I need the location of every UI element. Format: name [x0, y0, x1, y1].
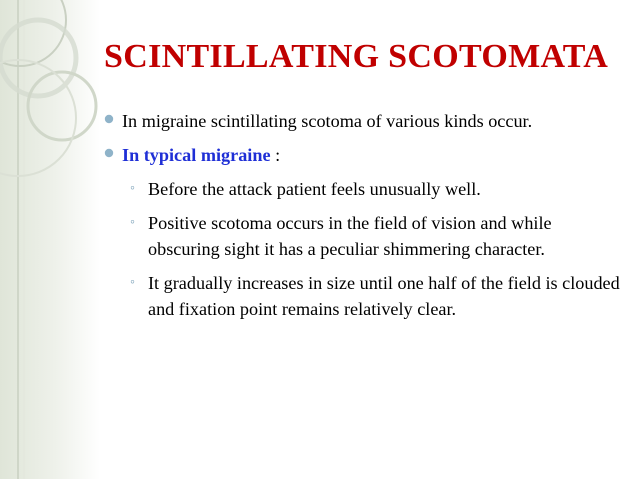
bullet-text: In migraine scintillating scotoma of various kinds occur. [122, 111, 533, 131]
slide-content [104, 108, 624, 330]
bullet-highlight-text: In typical migraine [122, 145, 271, 165]
sub-bullet-icon: ◦ [130, 275, 135, 290]
bullet-suffix-text: : [270, 145, 281, 165]
bullet-item [104, 108, 624, 134]
decorative-circle [28, 72, 96, 140]
sub-bullet-item [104, 210, 624, 262]
decorative-circles [0, 0, 110, 479]
sub-bullet-icon: ◦ [130, 215, 135, 230]
sub-bullet-text: Positive scotoma occurs in the field of vision and while obscuring sight it has a peculiar shimmering character. [148, 213, 552, 259]
sub-bullet-item [104, 176, 624, 202]
sub-bullet-item [104, 270, 624, 322]
sub-bullet-icon: ◦ [130, 181, 135, 196]
bullet-icon [104, 148, 114, 158]
decorative-circle [0, 60, 76, 176]
bullet-item [104, 142, 624, 168]
slide-title: SCINTILLATING SCOTOMATA [104, 38, 609, 75]
bullet-icon [104, 114, 114, 124]
sub-bullet-text: It gradually increases in size until one half of the field is clouded and fixation point remains relatively clear. [148, 273, 620, 319]
sub-bullet-text: Before the attack patient feels unusually well. [148, 179, 481, 199]
